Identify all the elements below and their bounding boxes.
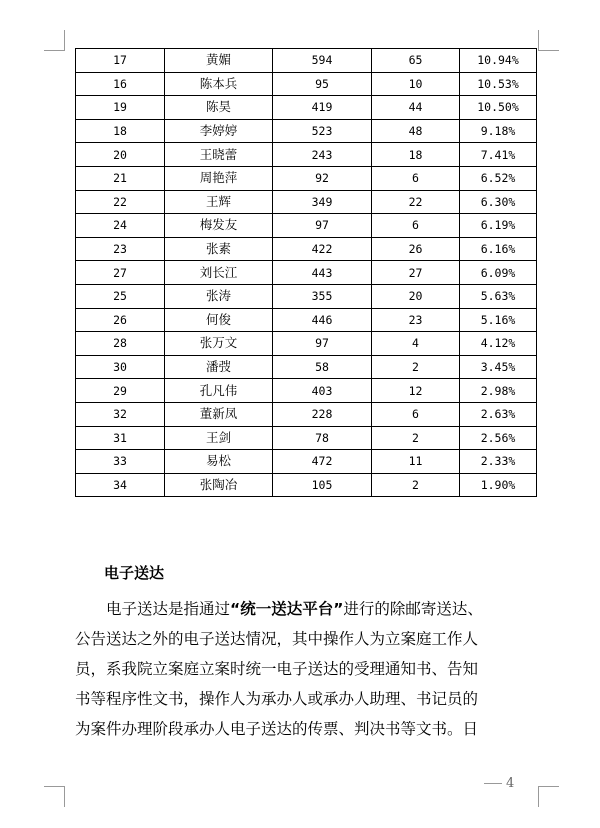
- rank-cell: 28: [76, 332, 165, 356]
- corner-mark-top-right: [538, 30, 559, 51]
- rate-cell: 6.30%: [460, 190, 537, 214]
- count-cell: 2: [372, 355, 460, 379]
- rank-cell: 23: [76, 237, 165, 261]
- count-cell: 18: [372, 143, 460, 167]
- table-row: [76, 214, 537, 238]
- count-cell: 2: [372, 473, 460, 497]
- rank-cell: 31: [76, 426, 165, 450]
- rate-cell: 1.90%: [460, 473, 537, 497]
- name-cell: 梅发友: [165, 214, 273, 238]
- table-row: [76, 284, 537, 308]
- rank-cell: 25: [76, 284, 165, 308]
- total-cell: 523: [273, 119, 372, 143]
- table-row: [76, 72, 537, 96]
- table-row: [76, 119, 537, 143]
- total-cell: 443: [273, 261, 372, 285]
- paragraph-line: 员，系我院立案庭立案时统一电子送达的受理通知书、告知: [75, 660, 479, 678]
- total-cell: 97: [273, 332, 372, 356]
- count-cell: 48: [372, 119, 460, 143]
- name-cell: 王剑: [165, 426, 273, 450]
- rate-cell: 10.53%: [460, 72, 537, 96]
- name-cell: 孔凡伟: [165, 379, 273, 403]
- table-row: [76, 96, 537, 120]
- rank-cell: 18: [76, 119, 165, 143]
- rate-cell: 4.12%: [460, 332, 537, 356]
- total-cell: 78: [273, 426, 372, 450]
- rank-cell: 29: [76, 379, 165, 403]
- name-cell: 张万文: [165, 332, 273, 356]
- body-paragraph: [75, 594, 539, 744]
- rate-cell: 5.16%: [460, 308, 537, 332]
- name-cell: 陈昊: [165, 96, 273, 120]
- corner-mark-top-left: [44, 30, 65, 51]
- rank-cell: 26: [76, 308, 165, 332]
- statistics-table: [75, 48, 537, 497]
- total-cell: 422: [273, 237, 372, 261]
- count-cell: 12: [372, 379, 460, 403]
- total-cell: 58: [273, 355, 372, 379]
- count-cell: 4: [372, 332, 460, 356]
- table-row: [76, 450, 537, 474]
- count-cell: 6: [372, 166, 460, 190]
- corner-mark-bottom-right: [538, 786, 559, 807]
- paragraph-line: 为案件办理阶段承办人电子送达的传票、判决书等文书。日: [75, 720, 479, 738]
- count-cell: 22: [372, 190, 460, 214]
- total-cell: 472: [273, 450, 372, 474]
- table-row: [76, 379, 537, 403]
- count-cell: 6: [372, 214, 460, 238]
- table-row: [76, 261, 537, 285]
- rank-cell: 27: [76, 261, 165, 285]
- rank-cell: 19: [76, 96, 165, 120]
- total-cell: 349: [273, 190, 372, 214]
- rate-cell: 6.19%: [460, 214, 537, 238]
- total-cell: 92: [273, 166, 372, 190]
- name-cell: 王辉: [165, 190, 273, 214]
- rate-cell: 5.63%: [460, 284, 537, 308]
- table-row: [76, 49, 537, 73]
- table-row: [76, 426, 537, 450]
- rate-cell: 10.94%: [460, 49, 537, 73]
- total-cell: 594: [273, 49, 372, 73]
- table-row: [76, 237, 537, 261]
- count-cell: 6: [372, 402, 460, 426]
- statistics-table-body: [76, 49, 537, 497]
- total-cell: 228: [273, 402, 372, 426]
- rate-cell: 7.41%: [460, 143, 537, 167]
- count-cell: 10: [372, 72, 460, 96]
- rate-cell: 3.45%: [460, 355, 537, 379]
- page-number: 4: [484, 776, 514, 791]
- count-cell: 20: [372, 284, 460, 308]
- name-cell: 张陶冶: [165, 473, 273, 497]
- rate-cell: 2.98%: [460, 379, 537, 403]
- rank-cell: 34: [76, 473, 165, 497]
- count-cell: 2: [372, 426, 460, 450]
- name-cell: 张素: [165, 237, 273, 261]
- table-row: [76, 190, 537, 214]
- rate-cell: 10.50%: [460, 96, 537, 120]
- rate-cell: 2.63%: [460, 402, 537, 426]
- total-cell: 446: [273, 308, 372, 332]
- name-cell: 王晓蕾: [165, 143, 273, 167]
- name-cell: 黄媚: [165, 49, 273, 73]
- count-cell: 11: [372, 450, 460, 474]
- count-cell: 23: [372, 308, 460, 332]
- name-cell: 李婷婷: [165, 119, 273, 143]
- total-cell: 419: [273, 96, 372, 120]
- name-cell: 何俊: [165, 308, 273, 332]
- name-cell: 刘长江: [165, 261, 273, 285]
- rank-cell: 17: [76, 49, 165, 73]
- rank-cell: 22: [76, 190, 165, 214]
- corner-mark-bottom-left: [44, 786, 65, 807]
- name-cell: 周艳萍: [165, 166, 273, 190]
- count-cell: 27: [372, 261, 460, 285]
- count-cell: 65: [372, 49, 460, 73]
- table-row: [76, 308, 537, 332]
- total-cell: 355: [273, 284, 372, 308]
- platform-name: “统一送达平台”: [230, 600, 344, 618]
- table-row: [76, 143, 537, 167]
- rate-cell: 6.52%: [460, 166, 537, 190]
- paragraph-line: 书等程序性文书，操作人为承办人或承办人助理、书记员的: [75, 690, 479, 708]
- name-cell: 陈本兵: [165, 72, 273, 96]
- name-cell: 张涛: [165, 284, 273, 308]
- name-cell: 易松: [165, 450, 273, 474]
- rate-cell: 2.56%: [460, 426, 537, 450]
- table-row: [76, 332, 537, 356]
- table-row: [76, 473, 537, 497]
- table-row: [76, 402, 537, 426]
- total-cell: 403: [273, 379, 372, 403]
- rank-cell: 32: [76, 402, 165, 426]
- count-cell: 26: [372, 237, 460, 261]
- rate-cell: 9.18%: [460, 119, 537, 143]
- rate-cell: 6.09%: [460, 261, 537, 285]
- name-cell: 董新凤: [165, 402, 273, 426]
- paragraph-line: [75, 594, 539, 624]
- count-cell: 44: [372, 96, 460, 120]
- rank-cell: 21: [76, 166, 165, 190]
- section-title: 电子送达: [104, 564, 165, 582]
- name-cell: 潘弢: [165, 355, 273, 379]
- table-row: [76, 166, 537, 190]
- rank-cell: 24: [76, 214, 165, 238]
- total-cell: 95: [273, 72, 372, 96]
- total-cell: 105: [273, 473, 372, 497]
- rate-cell: 6.16%: [460, 237, 537, 261]
- paragraph-text: 电子送达是指通过: [106, 600, 231, 618]
- rank-cell: 16: [76, 72, 165, 96]
- total-cell: 243: [273, 143, 372, 167]
- rank-cell: 30: [76, 355, 165, 379]
- rank-cell: 20: [76, 143, 165, 167]
- paragraph-line: 公告送达之外的电子送达情况，其中操作人为立案庭工作人: [75, 630, 479, 648]
- total-cell: 97: [273, 214, 372, 238]
- paragraph-text: 进行的除邮寄送达、: [343, 600, 483, 618]
- rate-cell: 2.33%: [460, 450, 537, 474]
- rank-cell: 33: [76, 450, 165, 474]
- table-row: [76, 355, 537, 379]
